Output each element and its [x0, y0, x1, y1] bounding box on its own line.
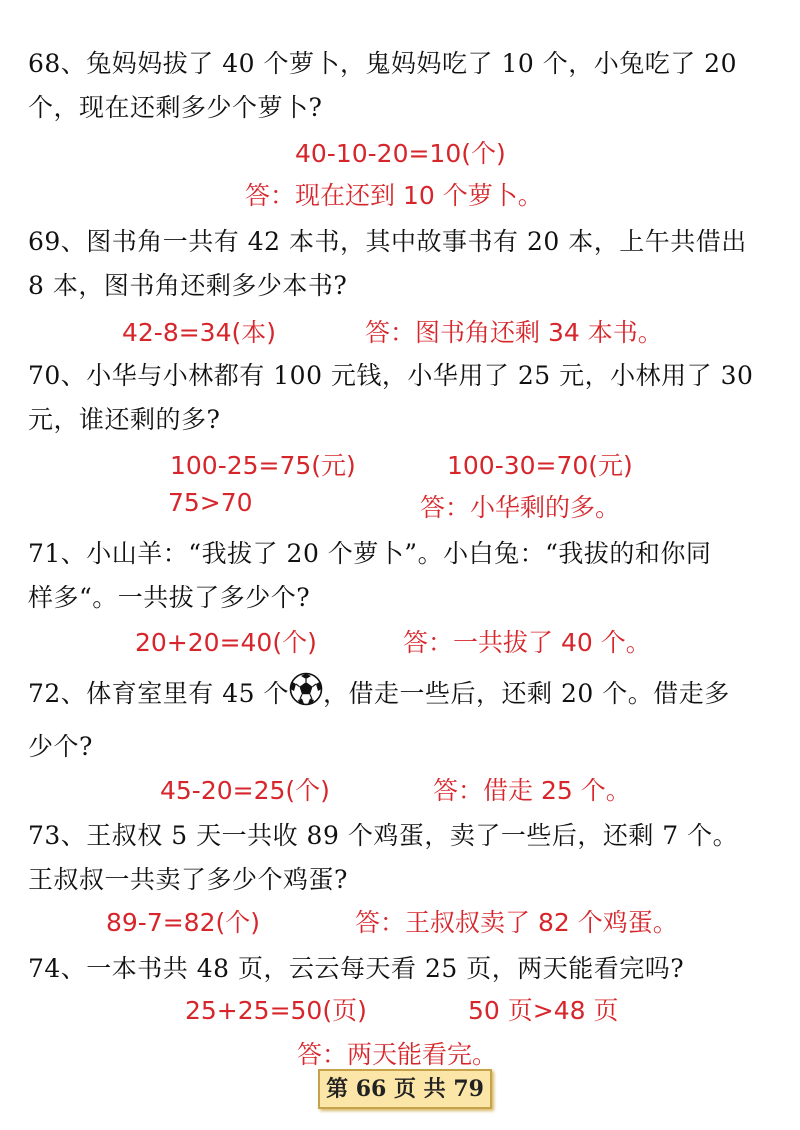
answer-74-comparison: 50 页>48 页	[468, 996, 619, 1025]
question-73-line-1: 73、王叔权 5 天一共收 89 个鸡蛋，卖了一些后，还剩 7 个。	[28, 821, 739, 850]
soccer-ball-icon	[289, 672, 323, 712]
answer-73-equation: 89-7=82(个)	[106, 908, 261, 937]
answer-70-text: 答：小华剩的多。	[420, 493, 621, 522]
question-71-line-2: 样多“。一共拔了多少个?	[28, 583, 311, 612]
answer-68-equation: 40-10-20=10(个)	[295, 139, 506, 168]
answer-69-text: 答：图书角还剩 34 本书。	[365, 318, 663, 347]
answer-74-text: 答：两天能看完。	[297, 1040, 498, 1069]
answer-72-equation: 45-20=25(个)	[160, 776, 330, 805]
page-number-badge: 第 66 页 共 79	[318, 1069, 492, 1109]
answer-70-comparison: 75>70	[168, 488, 253, 517]
question-72-line-1	[28, 672, 730, 712]
answer-68-text: 答：现在还到 10 个萝卜。	[245, 181, 543, 210]
question-70-line-2: 元，谁还剩的多?	[28, 405, 221, 434]
question-73-line-2: 王叔叔一共卖了多少个鸡蛋?	[28, 865, 348, 894]
question-68-line-1: 68、兔妈妈拔了 40 个萝卜，鬼妈妈吃了 10 个，小兔吃了 20	[28, 49, 737, 78]
question-74-line-1: 74、一本书共 48 页，云云每天看 25 页，两天能看完吗?	[28, 954, 685, 983]
answer-72-text: 答：借走 25 个。	[433, 776, 631, 805]
question-72-part-1: 72、体育室里有 45 个	[28, 679, 290, 708]
question-69-line-2: 8 本，图书角还剩多少本书?	[28, 271, 348, 300]
answer-70-equation-1: 100-25=75(元)	[170, 451, 356, 480]
question-72-line-2: 少个?	[28, 732, 93, 761]
question-71-line-1: 71、小山羊：“我拔了 20 个萝卜”。小白兔：“我拔的和你同	[28, 539, 712, 568]
answer-71-equation: 20+20=40(个)	[135, 628, 317, 657]
answer-71-text: 答：一共拔了 40 个。	[403, 628, 651, 657]
answer-69-equation: 42-8=34(本)	[122, 318, 277, 347]
question-69-line-1: 69、图书角一共有 42 本书，其中故事书有 20 本，上午共借出	[28, 227, 747, 256]
question-70-line-1: 70、小华与小林都有 100 元钱，小华用了 25 元，小林用了 30	[28, 361, 754, 390]
answer-73-text: 答：王叔叔卖了 82 个鸡蛋。	[355, 908, 678, 937]
answer-74-equation: 25+25=50(页)	[185, 996, 367, 1025]
answer-70-equation-2: 100-30=70(元)	[447, 451, 633, 480]
question-68-line-2: 个，现在还剩多少个萝卜?	[28, 93, 323, 122]
question-72-part-2: ，借走一些后，还剩 20 个。借走多	[323, 679, 730, 708]
